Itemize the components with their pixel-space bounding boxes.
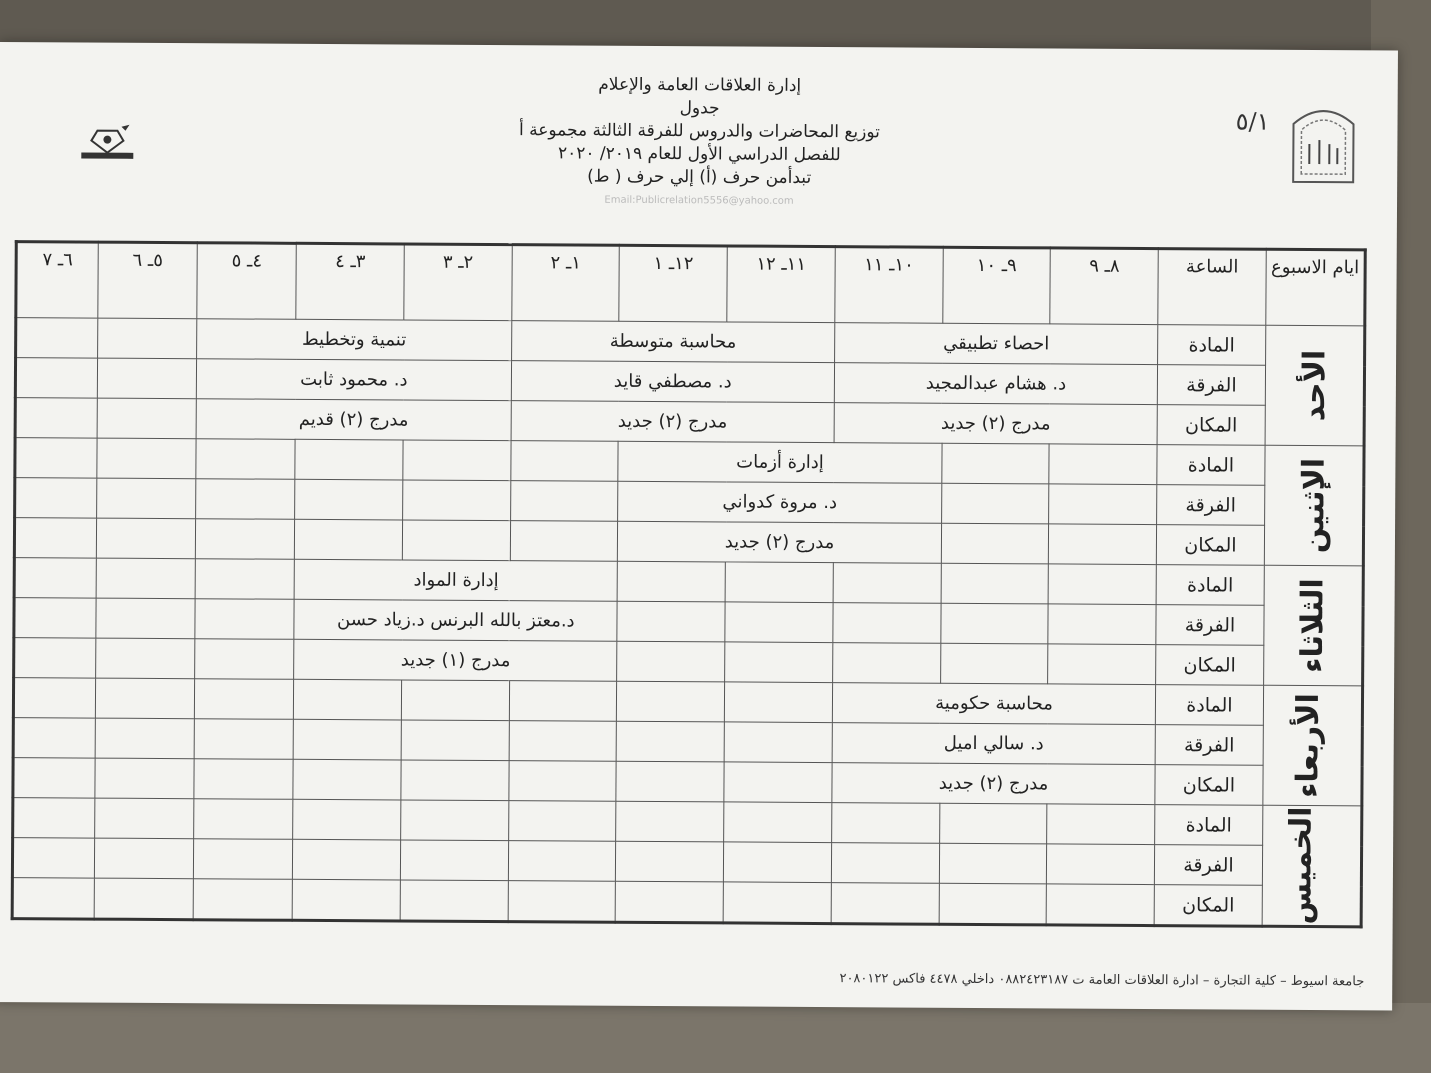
header-department: إدارة العلاقات العامة والإعلام [598, 74, 802, 96]
empty-cell [725, 682, 833, 723]
empty-cell [95, 798, 194, 839]
empty-cell [725, 602, 833, 643]
document-page [0, 42, 1398, 1011]
empty-cell [95, 678, 194, 719]
empty-cell [509, 761, 617, 802]
empty-cell [723, 882, 831, 924]
empty-cell [293, 799, 401, 840]
empty-cell [97, 398, 196, 439]
empty-cell [941, 523, 1049, 564]
day-tuesday: الثلاثاء [1263, 565, 1363, 686]
empty-cell [295, 519, 403, 560]
place-cell: مدرج (٢) جديد [618, 521, 941, 563]
empty-cell [97, 478, 196, 519]
empty-cell [15, 358, 97, 399]
place-cell: مدرج (٢) جديد [511, 401, 834, 443]
empty-cell [939, 803, 1047, 844]
row-label-instructor: الفرقة [1157, 365, 1265, 406]
header-subtitle: توزيع المحاضرات والدروس للفرقة الثالثة مجموعة أ [518, 120, 880, 143]
empty-cell [196, 439, 295, 480]
empty-cell [96, 518, 195, 559]
empty-cell [13, 678, 95, 719]
empty-cell [1048, 644, 1156, 685]
university-logo-icon [1289, 104, 1357, 184]
row-label-instructor: الفرقة [1156, 605, 1264, 646]
empty-cell [724, 762, 832, 803]
empty-cell [194, 839, 293, 880]
empty-cell [1047, 884, 1155, 926]
subject-cell: إدارة المواد [294, 559, 617, 601]
time-slot: ٩ـ ١٠ [942, 247, 1050, 324]
empty-cell [510, 521, 618, 562]
row-label-instructor: الفرقة [1157, 485, 1265, 526]
empty-cell [941, 563, 1049, 604]
empty-cell [15, 398, 97, 439]
empty-cell [14, 638, 96, 679]
empty-cell [195, 679, 294, 720]
time-slot: ٢ـ ٣ [404, 244, 512, 321]
empty-cell [939, 843, 1047, 884]
empty-cell [833, 603, 941, 644]
header-email: Email:Publicrelation5556@yahoo.com [604, 194, 794, 207]
row-label-instructor: الفرقة [1155, 845, 1263, 886]
empty-cell [617, 681, 725, 722]
table-row [12, 878, 1361, 927]
row-label-place: المكان [1156, 525, 1264, 566]
empty-cell [96, 638, 195, 679]
empty-cell [616, 761, 724, 802]
header-semester: للفصل الدراسي الأول للعام ٢٠١٩/ ٢٠٢٠ [557, 143, 841, 166]
header-title: جدول [679, 98, 720, 119]
empty-cell [1049, 484, 1157, 525]
empty-cell [295, 439, 403, 480]
row-label-subject: المادة [1155, 805, 1263, 846]
empty-cell [14, 518, 96, 559]
subject-cell: تنمية وتخطيط [197, 319, 512, 361]
empty-cell [616, 801, 724, 842]
instructor-cell: د. محمود ثابت [196, 359, 511, 401]
empty-cell [832, 803, 940, 844]
empty-cell [511, 441, 619, 482]
subject-cell: محاسبة حكومية [832, 683, 1155, 725]
empty-cell [294, 679, 402, 720]
empty-cell [831, 843, 939, 884]
hour-header: الساعة [1158, 249, 1266, 326]
time-slot: ٥ـ ٦ [98, 242, 198, 319]
document-header [299, 72, 1100, 215]
empty-cell [194, 759, 293, 800]
instructor-cell: د. هشام عبدالمجيد [834, 363, 1157, 405]
empty-cell [194, 719, 293, 760]
row-label-place: المكان [1154, 885, 1262, 927]
background-bottom [0, 1003, 1431, 1073]
day-monday: الإثنين [1264, 445, 1364, 566]
place-cell: مدرج (٢) جديد [832, 763, 1155, 805]
empty-cell [939, 883, 1047, 925]
empty-cell [14, 558, 96, 599]
empty-cell [616, 841, 724, 882]
empty-cell [724, 722, 832, 763]
table-header-row [16, 242, 1365, 326]
empty-cell [1048, 564, 1156, 605]
empty-cell [14, 598, 96, 639]
empty-cell [293, 759, 401, 800]
handwritten-page-mark: ٥/١ [1235, 107, 1270, 136]
empty-cell [95, 758, 194, 799]
row-label-subject: المادة [1158, 325, 1266, 366]
empty-cell [941, 483, 1049, 524]
empty-cell [94, 838, 193, 879]
empty-cell [617, 601, 725, 642]
empty-cell [831, 883, 939, 925]
time-slot: ١٢ـ ١ [619, 245, 727, 322]
empty-cell [400, 840, 508, 881]
subject-cell: إدارة أزمات [618, 441, 941, 483]
place-cell: مدرج (٢) قديم [196, 399, 511, 441]
days-header: ايام الاسبوع [1266, 249, 1366, 326]
empty-cell [401, 680, 509, 721]
time-slot: ٤ـ ٥ [197, 243, 297, 320]
empty-cell [195, 639, 294, 680]
empty-cell [13, 758, 95, 799]
empty-cell [195, 559, 294, 600]
empty-cell [401, 720, 509, 761]
empty-cell [403, 440, 511, 481]
empty-cell [833, 643, 941, 684]
empty-cell [401, 800, 509, 841]
empty-cell [13, 798, 95, 839]
empty-cell [97, 358, 196, 399]
empty-cell [508, 881, 616, 923]
empty-cell [403, 480, 511, 521]
header-letters: تبدأمن حرف (أ) إلي حرف ( ط) [587, 166, 812, 188]
empty-cell [725, 642, 833, 683]
empty-cell [96, 558, 195, 599]
time-slot: ٣ـ ٤ [296, 243, 404, 320]
time-slot: ٦ـ ٧ [16, 242, 98, 318]
empty-cell [95, 718, 194, 759]
row-label-subject: المادة [1156, 565, 1264, 606]
schedule-table [11, 240, 1367, 928]
place-cell: مدرج (١) جديد [294, 639, 617, 681]
empty-cell [940, 643, 1048, 684]
empty-cell [94, 878, 193, 920]
empty-cell [13, 718, 95, 759]
footer-contact: جامعة اسيوط – كلية التجارة – ادارة العلاقات العامة ت ٠٨٨٢٤٢٣١٨٧ داخلي ٤٤٧٨ فاكس ٢٠٨٠١٢٢ [839, 971, 1365, 990]
empty-cell [941, 443, 1049, 484]
time-slot: ٨ـ ٩ [1050, 248, 1158, 325]
empty-cell [195, 599, 294, 640]
empty-cell [16, 318, 98, 359]
empty-cell [98, 318, 197, 359]
empty-cell [196, 479, 295, 520]
empty-cell [617, 721, 725, 762]
faculty-logo-icon [77, 122, 137, 162]
empty-cell [509, 681, 617, 722]
empty-cell [195, 519, 294, 560]
empty-cell [616, 881, 724, 923]
instructor-cell: د. مصطفي قايد [511, 361, 834, 403]
empty-cell [402, 520, 510, 561]
row-label-subject: المادة [1155, 685, 1263, 726]
empty-cell [15, 438, 97, 479]
empty-cell [724, 842, 832, 883]
place-cell: مدرج (٢) جديد [834, 403, 1157, 445]
empty-cell [508, 801, 616, 842]
empty-cell [96, 598, 195, 639]
empty-cell [12, 878, 94, 920]
empty-cell [12, 838, 94, 879]
empty-cell [401, 760, 509, 801]
empty-cell [1049, 524, 1157, 565]
day-thursday: الخميس [1262, 805, 1362, 927]
empty-cell [618, 561, 726, 602]
empty-cell [724, 802, 832, 843]
row-label-subject: المادة [1157, 445, 1265, 486]
empty-cell [15, 478, 97, 519]
empty-cell [509, 721, 617, 762]
empty-cell [833, 563, 941, 604]
empty-cell [508, 841, 616, 882]
empty-cell [400, 880, 508, 922]
time-slot: ١٠ـ ١١ [835, 247, 943, 324]
instructor-cell: د.معتز بالله البرنس د.زياد حسن [294, 599, 617, 641]
instructor-cell: د. مروة كدواني [618, 481, 941, 523]
day-wednesday: الأربعاء [1263, 685, 1363, 806]
time-slot: ١١ـ ١٢ [727, 246, 835, 323]
empty-cell [510, 481, 618, 522]
empty-cell [1047, 804, 1155, 845]
row-label-place: المكان [1155, 765, 1263, 806]
subject-cell: احصاء تطبيقي [834, 323, 1157, 365]
empty-cell [293, 719, 401, 760]
empty-cell [1049, 444, 1157, 485]
empty-cell [295, 479, 403, 520]
row-label-instructor: الفرقة [1155, 725, 1263, 766]
row-label-place: المكان [1156, 645, 1264, 686]
row-label-place: المكان [1157, 405, 1265, 446]
empty-cell [617, 641, 725, 682]
instructor-cell: د. سالي اميل [832, 723, 1155, 765]
empty-cell [292, 879, 400, 921]
empty-cell [97, 438, 196, 479]
empty-cell [1047, 844, 1155, 885]
time-slot: ١ـ ٢ [512, 245, 620, 322]
empty-cell [941, 603, 1049, 644]
day-sunday: الأحد [1265, 325, 1365, 446]
empty-cell [194, 799, 293, 840]
empty-cell [193, 879, 292, 921]
subject-cell: محاسبة متوسطة [511, 321, 834, 363]
empty-cell [1048, 604, 1156, 645]
empty-cell [725, 562, 833, 603]
empty-cell [293, 839, 401, 880]
